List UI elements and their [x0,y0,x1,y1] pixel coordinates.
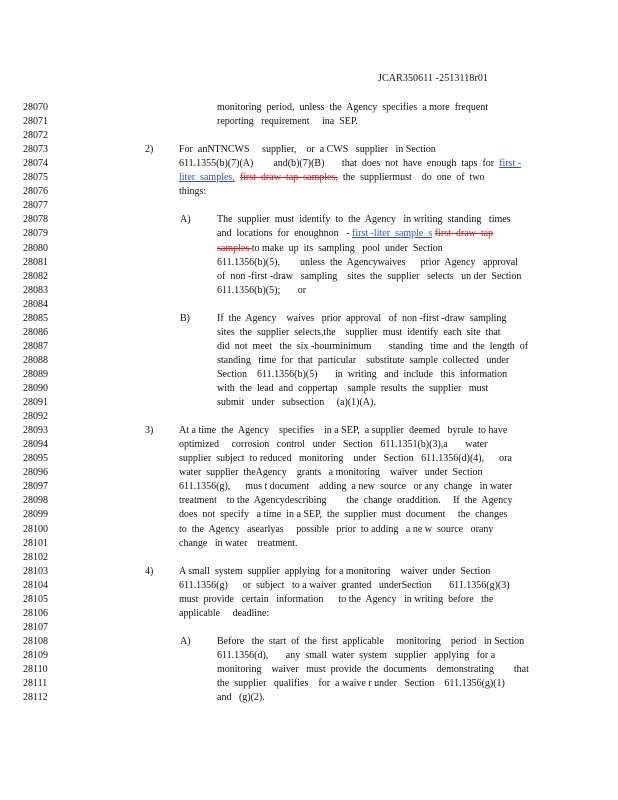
line-text [217,677,505,691]
line-text [179,579,510,593]
document-line [0,607,618,621]
text-segment: 611.1356(b)(5); or [217,284,307,296]
list-marker: A) [180,635,191,647]
document-line [0,340,618,354]
text-segment: For anNTNCWS supplier, or a CWS supplier in Section [179,144,436,156]
line-text [179,494,513,508]
line-number: 28098 [23,495,48,507]
document-line [0,579,618,593]
line-text [217,382,488,396]
line-number: 28092 [23,411,48,423]
text-segment: submit under subsection (a)(1)(A). [217,397,376,409]
text-segment: with the lead and coppertap sample results the supplier must [217,383,489,394]
line-number: 28100 [23,523,48,535]
document-line [0,649,618,663]
document-line [0,635,618,649]
line-text [217,270,521,284]
list-marker: A) [180,214,191,226]
line-number: 28107 [23,621,48,633]
document-line [0,213,618,227]
line-text [179,438,487,452]
line-number: 28112 [23,692,48,704]
text-segment: 611.1356(d), any small water system supplier applying for a [217,649,496,661]
document-line [0,199,618,213]
line-number: 28094 [23,439,48,451]
document-line [0,537,618,551]
document-line [0,565,618,579]
document-line [0,382,618,396]
line-number: 28088 [23,354,48,366]
line-text [217,663,529,677]
line-text [217,326,501,340]
line-text [217,691,265,705]
text-segment: A small system supplier applying for a monitoring waiver under Section [179,565,491,577]
line-number: 28076 [23,186,48,198]
line-text [179,143,436,157]
document-line [0,424,618,438]
text-segment: monitoring waiver must provide the documents demonstrating that [217,664,529,675]
text-segment: the supplier qualifies for a waive r under Section 611.1356(g)(1) [217,678,505,690]
document-line [0,143,618,157]
line-text [217,256,518,270]
text-segment: to the Agency asearlyas possible prior to adding a ne w source orany [179,523,494,535]
line-number: 28078 [23,214,48,226]
document-line [0,494,618,508]
document-line [0,621,618,635]
line-number: 28105 [23,593,48,605]
line-number: 28097 [23,481,48,493]
text-segment: sites the supplier selects,the supplier must identify each site that [217,326,501,338]
line-number: 28108 [23,635,48,647]
line-number: 28093 [23,425,48,437]
line-text [217,368,507,382]
text-segment: monitoring period, unless the Agency specifies a more frequent [217,102,489,113]
text-segment: and locations for enoughnon - [217,228,352,240]
document-line [0,185,618,199]
text-segment: water supplier theAgency grants a monitoring waiver under Section [179,467,483,479]
line-number: 28075 [23,172,48,184]
line-text [179,157,521,171]
document-line [0,466,618,480]
line-number: 28099 [23,509,48,521]
text-segment: 611.1355(b)(7)(A) and(b)(7)(B) that does not have enough taps for [179,158,500,170]
text-segment: Section 611.1356(b)(5) in writing and include this information [217,368,508,380]
document-line [0,115,618,129]
document-line [0,480,618,494]
line-number: 28104 [23,579,48,591]
line-text [179,185,206,199]
line-text [217,396,376,410]
line-text [217,354,509,368]
line-text [217,115,358,129]
document-line [0,551,618,565]
document-line [0,242,618,256]
document-line [0,256,618,270]
document-line [0,227,618,241]
line-number: 28085 [23,312,48,324]
document-line [0,101,618,115]
line-text [179,171,485,185]
list-marker: B) [180,312,190,324]
text-segment: to make up its sampling pool under Section [251,242,443,254]
line-text [179,466,483,480]
line-number: 28101 [23,537,48,549]
line-number: 28074 [23,158,48,170]
line-number: 28073 [23,144,48,156]
text-segment: applicable deadline: [179,607,270,619]
line-number: 28083 [23,284,48,296]
document-line [0,452,618,466]
line-number: 28077 [23,200,48,212]
deleted-text: samples [217,242,252,254]
document-line [0,438,618,452]
line-number: 28081 [23,256,48,268]
text-segment: The supplier must identify to the Agency in writing standing times [217,214,511,226]
document-line [0,396,618,410]
line-number: 28084 [23,298,48,310]
line-number: 28086 [23,326,48,338]
line-number: 28102 [23,551,48,563]
text-segment: standing time for that particular substitute sample collected under [217,354,510,366]
line-text [179,593,493,607]
line-number: 28071 [23,116,48,128]
document-line [0,663,618,677]
document-line [0,129,618,143]
document-line [0,270,618,284]
line-text [217,227,493,241]
text-segment: does not specify a time in a SEP, the supplier must document the changes [179,509,508,521]
text-segment: If the Agency waives prior approval of non -first -draw sampling [217,312,507,324]
document-line [0,326,618,340]
line-text [217,312,506,326]
text-segment: must provide certain information to the Agency in writing before the [179,593,494,605]
text-segment: supplier subject to reduced monitoring under Section 611.1356(d)(4), ora [179,453,512,465]
line-text [179,537,298,551]
document-header: JCAR350611 -2513118r01 [378,73,489,84]
line-text [179,607,269,621]
line-text [179,452,512,466]
line-number: 28091 [23,397,48,409]
line-number: 28079 [23,228,48,240]
line-number: 28111 [23,678,48,690]
document-line [0,368,618,382]
line-number: 28082 [23,270,48,282]
list-marker: 2) [145,144,154,156]
document-line [0,691,618,705]
text-segment: things: [179,186,207,198]
text-segment: reporting requirement ina SEP. [217,116,358,128]
line-text [217,284,306,298]
document-line [0,410,618,424]
document-line [0,523,618,537]
text-segment: the suppliermust do one of two [337,172,485,184]
document-line [0,677,618,691]
line-number: 28095 [23,453,48,465]
line-number: 28087 [23,340,48,352]
line-text [217,213,511,227]
line-text [179,523,493,537]
document-line [0,284,618,298]
inserted-text: liter samples, [179,172,235,184]
text-segment: 611.1356(g) or subject to a waiver granted underSection 611.1356(g)(3) [179,579,510,591]
document-line [0,508,618,522]
line-number: 28080 [23,242,48,254]
line-number: 28109 [23,649,48,661]
document-line [0,354,618,368]
line-text [179,565,490,579]
line-number: 28089 [23,368,48,380]
inserted-text: first - [499,158,522,170]
line-text [217,340,528,354]
line-number: 28070 [23,102,48,113]
text-segment: At a time the Agency specifies in a SEP, a supplier deemed byrule to have [179,425,508,437]
line-text [179,480,512,494]
line-text [179,424,507,438]
text-segment: did not meet the six -hourminimum standing time and the length of [217,340,529,352]
inserted-text: first -liter sample s [351,228,433,240]
text-segment: treatment to the Agencydescribing the change oraddition. If the Agency [179,495,513,507]
deleted-text: first draw tap samples, [239,172,338,184]
deleted-text: first draw tap [434,228,494,240]
line-number: 28072 [23,130,48,142]
document-line [0,593,618,607]
text-segment: 611.1356(g), mus t document adding a new source or any change in water [179,481,513,493]
line-text [217,635,524,649]
document-line [0,171,618,185]
line-text [217,242,443,256]
document-line [0,157,618,171]
line-number: 28106 [23,607,48,619]
text-segment: optimized corrosion control under Section 611.1351(b)(3),a water [179,439,488,451]
text-segment: of non -first -draw sampling sites the supplier selects un der Section [217,270,522,282]
list-marker: 3) [145,425,154,437]
document-line [0,298,618,312]
text-segment: change in water treatment. [179,537,298,549]
text-segment: Before the start of the first applicable monitoring period in Section [217,635,525,647]
line-text [179,508,507,522]
line-number: 28103 [23,565,48,577]
line-number: 28090 [23,383,48,394]
line-number: 28096 [23,467,48,479]
line-number: 28110 [23,664,48,675]
list-marker: 4) [145,565,154,577]
line-text [217,101,488,115]
document-line [0,312,618,326]
line-text [217,649,495,663]
text-segment: 611.1356(b)(5), unless the Agencywaives prior Agency approval [217,256,518,268]
text-segment: and (g)(2). [217,692,265,704]
